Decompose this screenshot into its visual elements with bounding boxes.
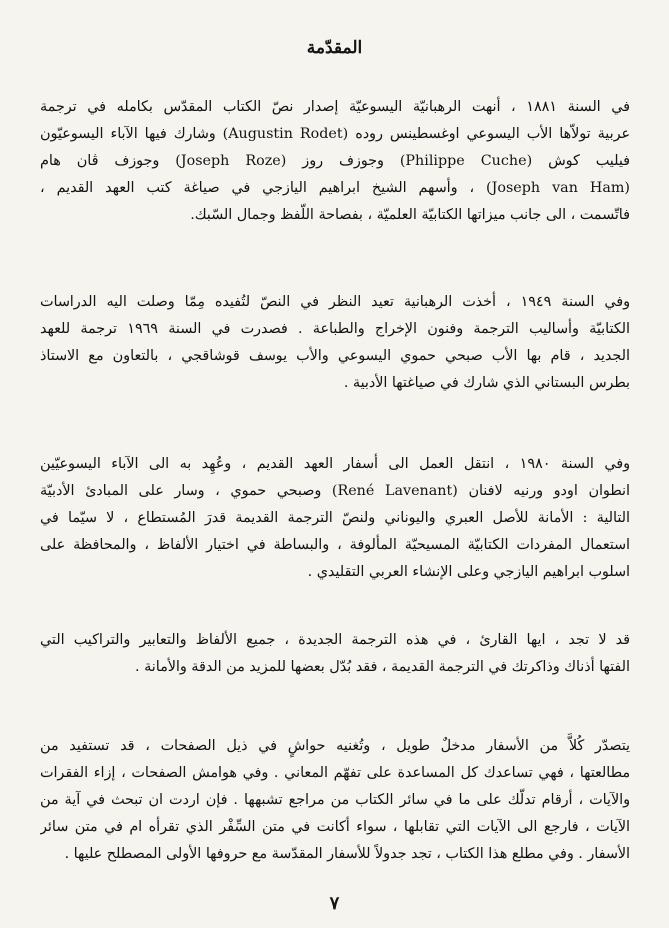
text-line: في السنة ١٨٨١ ، أنهت الرهبانيّة اليسوعيّة إصدار نصّ الكتاب المقدّس بكامله في ترجمة <box>40 99 630 115</box>
text-line: والآيات ، أرقام تدلّك على ما في سائر الكتاب من مراجع تشبهها . فإن اردت ان تبحث في آية من <box>40 792 630 808</box>
text-line: الأسفار . وفي مطلع هذا الكتاب ، تجد جدولاً للأسفار المقدّسة مع حروفها الأولى المصطلح عليها . <box>64 846 630 862</box>
text-line: قد لا تجد ، ايها القارئ ، في هذه الترجمة الجديدة ، جميع الألفاظ والتعابير والتراكيب التي <box>40 632 630 648</box>
text-line: مطالعتها ، فهي تساعدك كل المساعدة على تفهّم المعاني . وفي هوامش الصفحات ، إزاء الفقرات <box>40 765 630 781</box>
text-line: الجديد ، قام بها الأب صبحي حموي اليسوعي والأب يوسف قوشاقجي ، بالتعاون مع الاستاذ <box>40 348 630 364</box>
text-line: وفي السنة ١٩٨٠ ، انتقل العمل الى أسفار العهد القديم ، وعُهِد به الى الآباء اليسوعيّين <box>40 456 630 472</box>
text-line: وفي السنة ١٩٤٩ ، أخذت الرهبانية تعيد النظر في النصّ لتُفيده مِمّا وصلت اليه الدراسات <box>40 294 630 310</box>
text-line: الآيات ، فارجع الى الآيات التي تقابلها ، سواء أكانت في متن السِّفْر الذي تقرأه ام في متن سائر <box>40 819 630 835</box>
paragraph-2 <box>40 289 630 397</box>
page-title: المقدّمة <box>306 38 363 58</box>
text-line: الكتابيّة وأساليب الترجمة وفنون الإخراج والطباعة . فصدرت في السنة ١٩٦٩ ترجمة للعهد <box>40 321 630 337</box>
text-line: يتصدّر كُلاًّ من الأسفار مدخلٌ طويل ، وتُغنيه حواشٍ في ذيل الصفحات ، قد تستفيد من <box>40 738 630 754</box>
page-number: ٧ <box>329 893 340 914</box>
text-line: عربية تولاّها الأب اليسوعي اوغسطينس روده (Augustin Rodet) وشارك فيها الآباء اليسوعيّون <box>40 126 630 142</box>
text-line: انطوان اودو ورنيه لافنان (René Lavenant) وصبحي حموي ، وسار على المبادئ الأدبيّة <box>40 483 630 499</box>
text-line: (Joseph van Ham) ، وأسهم الشيخ ابراهيم اليازجي في صياغة كتب العهد القديم ، <box>40 180 630 196</box>
text-line: اسلوب ابراهيم اليازجي وعلى الإنشاء العربي التقليدي . <box>307 564 630 580</box>
paragraph-3 <box>40 451 630 586</box>
text-line: فيليب كوش (Philippe Cuche) وجوزف روز (Joseph Roze) وجوزف ڤان هام <box>40 153 630 169</box>
text-line: الفتها أذناك وذاكرتك في الترجمة القديمة ، فقد بُدّل بعضها للمزيد من الدقة والأمانة . <box>134 659 630 675</box>
text-line: بطرس البستاني الذي شارك في صياغتها الأدبية . <box>343 375 630 391</box>
paragraph-4 <box>40 627 630 681</box>
text-line: استعمال المفردات الكتابيّة المسيحيّة المألوفة ، والبساطة في اختيار الألفاظ ، والمحافظة على <box>40 537 630 553</box>
paragraph-1 <box>40 94 630 229</box>
text-line: فاتّسمت ، الى جانب ميزاتها الكتابيّة العلميّة ، بفصاحة اللّفظ وجمال السّبك. <box>190 207 630 223</box>
text-line: التالية : الأمانة للأصل العبري واليوناني ولنصّ الترجمة القديمة قدرَ المُستطاع ، لا سيّما في <box>40 510 630 526</box>
paragraph-5 <box>40 733 630 868</box>
